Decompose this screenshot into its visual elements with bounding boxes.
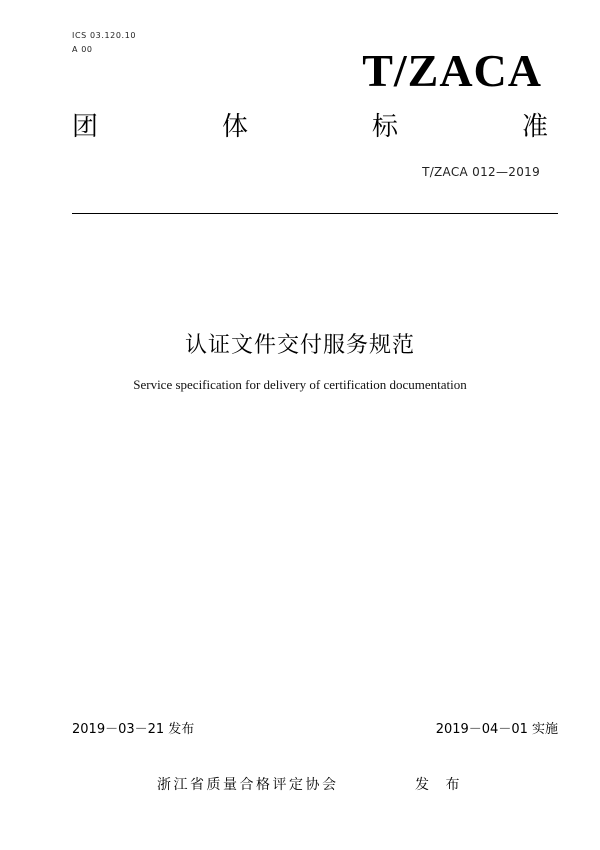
- ccs-code: A 00: [72, 45, 93, 54]
- issuer-suffix: 发 布: [415, 777, 466, 793]
- standard-type-char: 标: [371, 112, 398, 142]
- standard-type: [72, 114, 548, 140]
- document-title-zh: 认证文件交付服务规范: [184, 333, 415, 358]
- issuing-organization: 浙江省质量合格评定协会: [157, 777, 339, 793]
- implementation-date: 2019－04－01 实施: [435, 722, 558, 737]
- standard-type-char: 体: [221, 112, 248, 142]
- standard-logo: T/ZACA: [362, 45, 542, 96]
- issue-date: 2019－03－21 发布: [72, 722, 195, 737]
- ics-code: ICS 03.120.10: [72, 31, 137, 40]
- header-divider: [72, 213, 558, 214]
- standard-type-char: 团: [72, 112, 99, 142]
- document-title-en: Service specification for delivery of certification documentation: [133, 377, 467, 392]
- standard-code: T/ZACA 012—2019: [422, 165, 540, 179]
- standard-type-char: 准: [521, 112, 548, 142]
